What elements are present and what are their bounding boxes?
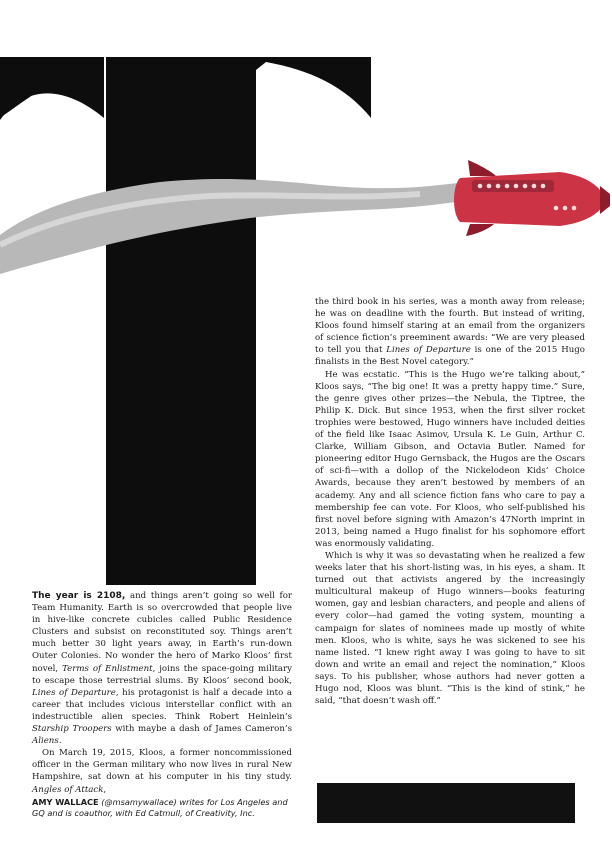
author-credit: AMY WALLACE (@msamywallace) writes for Los Angeles and GQ and is coauthor, with Ed Catmull, of Creativity, Inc. [32,797,288,819]
lead-in: The year is 2108, [32,591,126,601]
t-stem [106,57,256,585]
right-paragraph-2: He was ecstatic. “This is the Hugo we’re talking about,” Kloos says, “The big one! It was a pretty happy time.” Sure, the genre gives other prizes—the Nebula, the Tiptree, the Philip K. Dick. But since 1953, when the first silver rocket trophies were bestowed, Hugo winners have included deities of the field like Isaac Asimov, Ursula K. Le Guin, Arthur C. Clarke, William Gibson, and Octavia Butler. Named for pioneering editor Hugo Gernsback, the Hugos are the Oscars of sci-fi—with a dollop of the Nickelodeon Kids’ Choice Awards, because they aren’t bestowed by members of an academy. Any and all science fiction fans who care to pay a membership fee can vote. For Kloos, who self-published his first novel before signing with Amazon’s 47North imprint in 2013, being named a Hugo finalist for his sophomore effort was enormously validating. [315,369,585,549]
right-column [315,296,585,707]
right-paragraph-1: the third book in his series, was a month away from release; he was on deadline with the fourth. But instead of writing, Kloos found himself staring at an email from the organizers of science fiction’s preeminent awards: “We are very pleased to tell you that Lines of Departure is one of the 2015 Hugo finalists in the Best Novel category.” [315,297,585,368]
left-paragraph-2: On March 19, 2015, Kloos, a former noncommissioned officer in the German military who now lives in rural New Hampshire, sat down at his computer in his tiny study. Angles of Attack, [32,748,292,795]
rocket-icon [454,160,610,236]
left-paragraph-1: The year is 2108, and things aren’t going so well for Team Humanity. Earth is so overcrowded that people live in hive-like concrete cubicles called Public Residence Clusters and subsist on reconstituted soy. Things aren’t much better 30 light years away, in Earth’s run-down Outer Colonies. No wonder the hero of Marko Kloos’ first novel, Terms of Enlistment, joins the space-going military to escape those terrestrial slums. By Kloos’ second book, Lines of Departure, his protagonist is half a decade into a career that includes vicious interstellar conflict with an indestructible alien species. Think Robert Heinlein’s Starship Troopers with maybe a dash of James Cameron’s Aliens. [32,591,292,747]
right-paragraph-3: Which is why it was so devastating when he realized a few weeks later that his short-listing was, in his eyes, a sham. It turned out that activists angered by the increasingly multicultural makeup of Hugo winners—books featuring women, gay and lesbian characters, and people and aliens of every color—had gamed the voting system, mounting a campaign for slates of nominees made up mostly of white men. Kloos, who is white, says he was sickened to see his name listed. “I knew right away I was going to have to sit down and write an email and reject the nomination,” Kloos says. To his publisher, whose authors had never gotten a Hugo nod, Kloos was blunt. “This is the kind of stink,” he said, “that doesn’t wash off.” [315,550,585,707]
left-column [32,590,292,796]
black-bar [317,783,575,823]
